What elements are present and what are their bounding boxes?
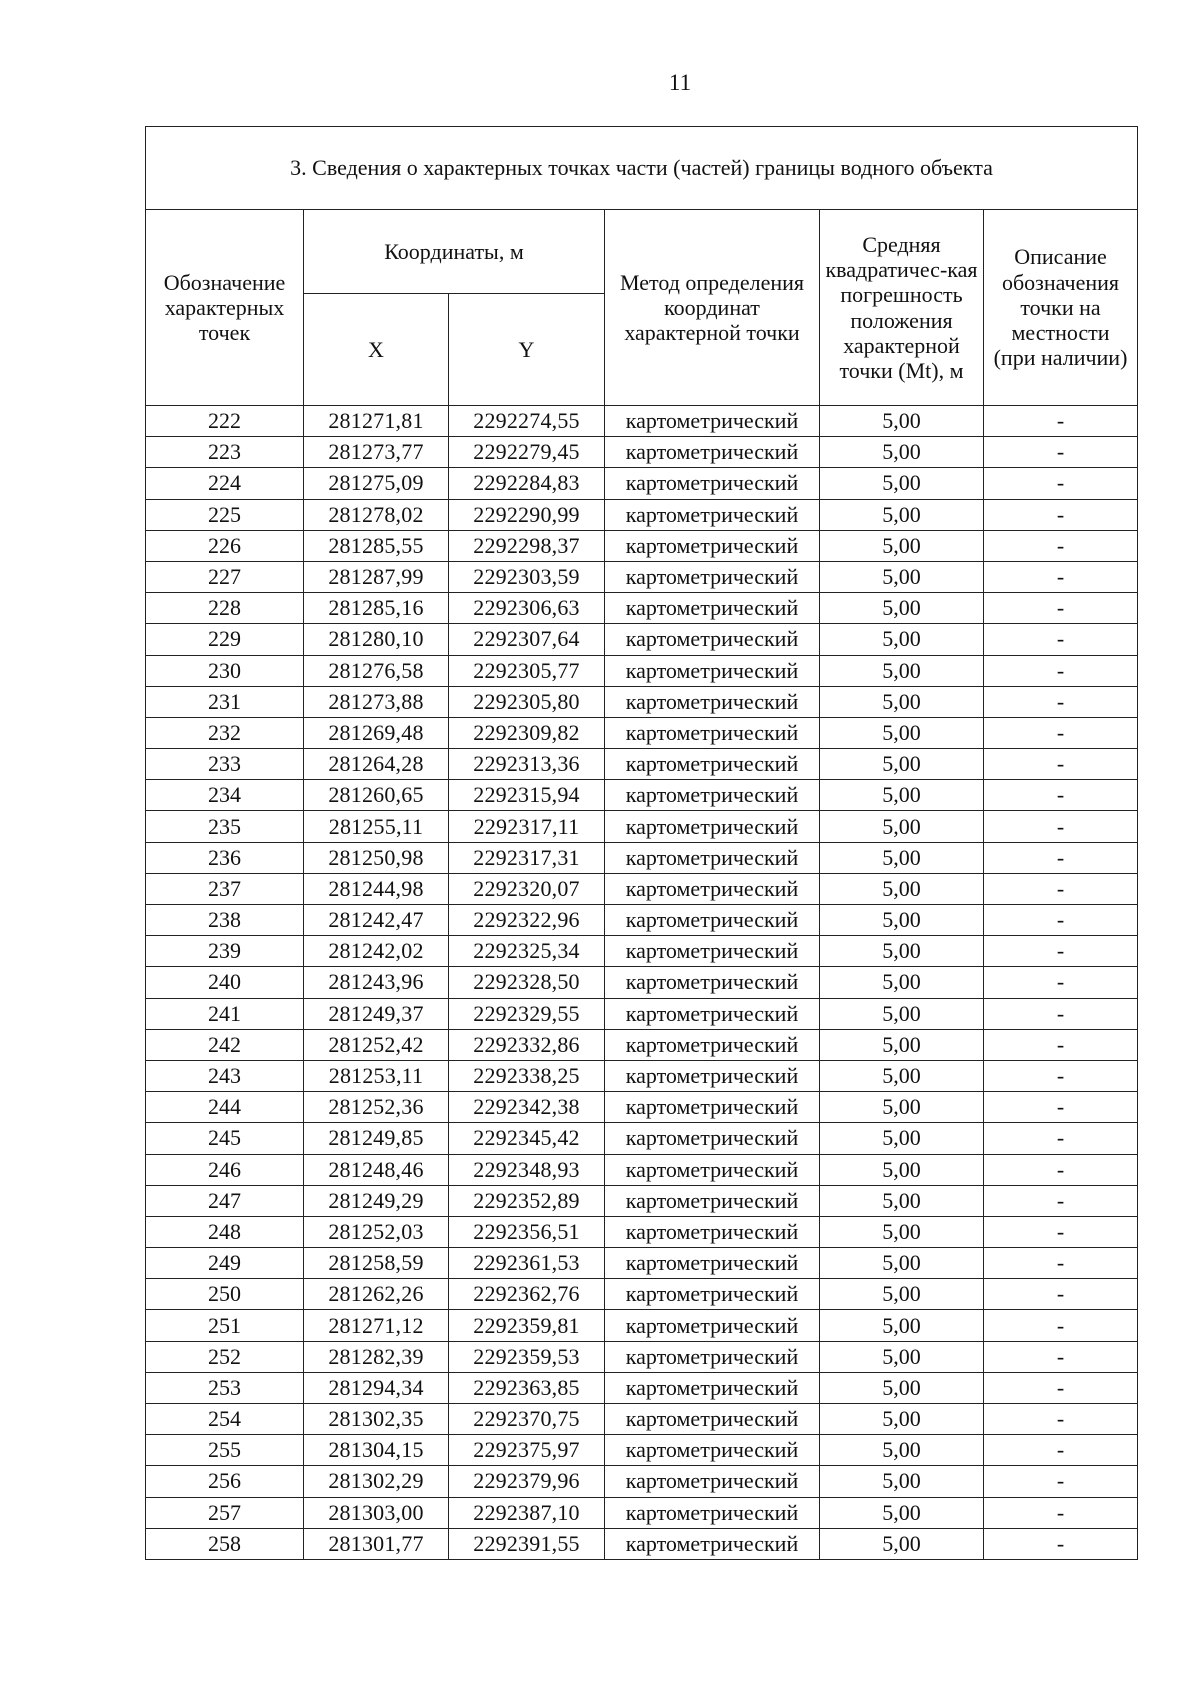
cell-error: 5,00 xyxy=(820,1435,984,1466)
cell-x: 281269,48 xyxy=(304,717,449,748)
table-row xyxy=(146,811,1138,842)
cell-description: - xyxy=(984,499,1138,530)
cell-description: - xyxy=(984,686,1138,717)
header-error-label: Средняя квадратичес-кая погрешность положения характерной точки (Mt), м xyxy=(825,231,978,384)
cell-x: 281302,35 xyxy=(304,1404,449,1435)
cell-method: картометрический xyxy=(605,1029,820,1060)
cell-error: 5,00 xyxy=(820,1092,984,1123)
cell-y: 2292290,99 xyxy=(449,499,605,530)
table-row xyxy=(146,655,1138,686)
cell-y: 2292359,53 xyxy=(449,1341,605,1372)
cell-y: 2292370,75 xyxy=(449,1404,605,1435)
cell-error: 5,00 xyxy=(820,780,984,811)
table-row xyxy=(146,717,1138,748)
cell-point: 231 xyxy=(146,686,304,717)
header-y: Y xyxy=(449,294,605,406)
cell-point: 253 xyxy=(146,1372,304,1403)
cell-description: - xyxy=(984,1435,1138,1466)
table-row xyxy=(146,967,1138,998)
cell-error: 5,00 xyxy=(820,1060,984,1091)
cell-y: 2292361,53 xyxy=(449,1248,605,1279)
cell-x: 281271,81 xyxy=(304,406,449,437)
cell-x: 281294,34 xyxy=(304,1372,449,1403)
header-error xyxy=(820,210,984,406)
cell-point: 236 xyxy=(146,842,304,873)
cell-y: 2292317,11 xyxy=(449,811,605,842)
table-row xyxy=(146,1029,1138,1060)
cell-error: 5,00 xyxy=(820,1185,984,1216)
cell-error: 5,00 xyxy=(820,811,984,842)
cell-point: 255 xyxy=(146,1435,304,1466)
cell-description: - xyxy=(984,1029,1138,1060)
cell-point: 256 xyxy=(146,1466,304,1497)
table-row xyxy=(146,1154,1138,1185)
cell-method: картометрический xyxy=(605,499,820,530)
cell-y: 2292309,82 xyxy=(449,717,605,748)
cell-y: 2292322,96 xyxy=(449,905,605,936)
cell-description: - xyxy=(984,717,1138,748)
cell-y: 2292356,51 xyxy=(449,1216,605,1247)
cell-point: 254 xyxy=(146,1404,304,1435)
table-row xyxy=(146,1060,1138,1091)
cell-method: картометрический xyxy=(605,1216,820,1247)
cell-description: - xyxy=(984,1528,1138,1559)
header-point-designation-label: Обозначение характерных точек xyxy=(163,269,286,346)
cell-x: 281252,03 xyxy=(304,1216,449,1247)
table-body xyxy=(146,406,1138,1560)
cell-y: 2292362,76 xyxy=(449,1279,605,1310)
cell-y: 2292315,94 xyxy=(449,780,605,811)
cell-y: 2292305,77 xyxy=(449,655,605,686)
cell-error: 5,00 xyxy=(820,1466,984,1497)
cell-y: 2292363,85 xyxy=(449,1372,605,1403)
header-description-label: Описание обозначения точки на местности (при наличии) xyxy=(993,244,1128,371)
cell-y: 2292313,36 xyxy=(449,749,605,780)
cell-description: - xyxy=(984,905,1138,936)
cell-method: картометрический xyxy=(605,1497,820,1528)
cell-description: - xyxy=(984,998,1138,1029)
cell-method: картометрический xyxy=(605,624,820,655)
cell-description: - xyxy=(984,437,1138,468)
cell-error: 5,00 xyxy=(820,1248,984,1279)
cell-error: 5,00 xyxy=(820,1310,984,1341)
cell-description: - xyxy=(984,1404,1138,1435)
cell-error: 5,00 xyxy=(820,437,984,468)
cell-description: - xyxy=(984,967,1138,998)
cell-point: 234 xyxy=(146,780,304,811)
cell-y: 2292307,64 xyxy=(449,624,605,655)
cell-point: 225 xyxy=(146,499,304,530)
cell-method: картометрический xyxy=(605,1528,820,1559)
cell-method: картометрический xyxy=(605,873,820,904)
cell-description: - xyxy=(984,1466,1138,1497)
cell-method: картометрический xyxy=(605,1248,820,1279)
cell-point: 258 xyxy=(146,1528,304,1559)
cell-y: 2292348,93 xyxy=(449,1154,605,1185)
table-row xyxy=(146,1185,1138,1216)
table-row xyxy=(146,1404,1138,1435)
cell-point: 252 xyxy=(146,1341,304,1372)
cell-description: - xyxy=(984,749,1138,780)
cell-point: 235 xyxy=(146,811,304,842)
cell-error: 5,00 xyxy=(820,905,984,936)
cell-y: 2292274,55 xyxy=(449,406,605,437)
cell-point: 245 xyxy=(146,1123,304,1154)
cell-y: 2292387,10 xyxy=(449,1497,605,1528)
table-row xyxy=(146,905,1138,936)
cell-point: 228 xyxy=(146,593,304,624)
cell-x: 281249,37 xyxy=(304,998,449,1029)
cell-x: 281304,15 xyxy=(304,1435,449,1466)
cell-method: картометрический xyxy=(605,406,820,437)
cell-error: 5,00 xyxy=(820,842,984,873)
cell-x: 281252,36 xyxy=(304,1092,449,1123)
cell-error: 5,00 xyxy=(820,749,984,780)
cell-y: 2292342,38 xyxy=(449,1092,605,1123)
table-row xyxy=(146,1092,1138,1123)
cell-x: 281285,55 xyxy=(304,530,449,561)
cell-method: картометрический xyxy=(605,468,820,499)
cell-description: - xyxy=(984,1372,1138,1403)
table-row xyxy=(146,1497,1138,1528)
cell-y: 2292391,55 xyxy=(449,1528,605,1559)
cell-method: картометрический xyxy=(605,1060,820,1091)
cell-description: - xyxy=(984,1216,1138,1247)
cell-point: 248 xyxy=(146,1216,304,1247)
cell-description: - xyxy=(984,1154,1138,1185)
table-row xyxy=(146,499,1138,530)
cell-x: 281249,85 xyxy=(304,1123,449,1154)
cell-method: картометрический xyxy=(605,1310,820,1341)
cell-method: картометрический xyxy=(605,905,820,936)
cell-description: - xyxy=(984,1497,1138,1528)
cell-description: - xyxy=(984,1092,1138,1123)
cell-y: 2292317,31 xyxy=(449,842,605,873)
cell-x: 281302,29 xyxy=(304,1466,449,1497)
cell-x: 281258,59 xyxy=(304,1248,449,1279)
cell-error: 5,00 xyxy=(820,499,984,530)
table-row xyxy=(146,873,1138,904)
cell-error: 5,00 xyxy=(820,406,984,437)
cell-description: - xyxy=(984,530,1138,561)
cell-x: 281244,98 xyxy=(304,873,449,904)
cell-method: картометрический xyxy=(605,749,820,780)
table-row xyxy=(146,1310,1138,1341)
cell-method: картометрический xyxy=(605,1279,820,1310)
cell-x: 281250,98 xyxy=(304,842,449,873)
cell-error: 5,00 xyxy=(820,1497,984,1528)
cell-x: 281282,39 xyxy=(304,1341,449,1372)
cell-error: 5,00 xyxy=(820,873,984,904)
cell-error: 5,00 xyxy=(820,1528,984,1559)
cell-x: 281248,46 xyxy=(304,1154,449,1185)
cell-method: картометрический xyxy=(605,998,820,1029)
cell-description: - xyxy=(984,780,1138,811)
cell-description: - xyxy=(984,1279,1138,1310)
cell-method: картометрический xyxy=(605,1123,820,1154)
header-x: X xyxy=(304,294,449,406)
cell-description: - xyxy=(984,1060,1138,1091)
cell-point: 243 xyxy=(146,1060,304,1091)
cell-point: 223 xyxy=(146,437,304,468)
cell-y: 2292284,83 xyxy=(449,468,605,499)
cell-description: - xyxy=(984,936,1138,967)
cell-error: 5,00 xyxy=(820,1154,984,1185)
cell-point: 247 xyxy=(146,1185,304,1216)
cell-x: 281253,11 xyxy=(304,1060,449,1091)
table-row xyxy=(146,1279,1138,1310)
cell-description: - xyxy=(984,1248,1138,1279)
cell-point: 242 xyxy=(146,1029,304,1060)
cell-x: 281280,10 xyxy=(304,624,449,655)
header-description xyxy=(984,210,1138,406)
cell-method: картометрический xyxy=(605,1092,820,1123)
cell-y: 2292345,42 xyxy=(449,1123,605,1154)
cell-method: картометрический xyxy=(605,780,820,811)
cell-point: 241 xyxy=(146,998,304,1029)
table-row xyxy=(146,936,1138,967)
cell-x: 281287,99 xyxy=(304,561,449,592)
cell-y: 2292320,07 xyxy=(449,873,605,904)
cell-point: 250 xyxy=(146,1279,304,1310)
cell-error: 5,00 xyxy=(820,530,984,561)
cell-error: 5,00 xyxy=(820,624,984,655)
cell-x: 281242,02 xyxy=(304,936,449,967)
table-row xyxy=(146,437,1138,468)
header-coordinates xyxy=(304,210,605,294)
cell-point: 249 xyxy=(146,1248,304,1279)
table-row xyxy=(146,1123,1138,1154)
cell-error: 5,00 xyxy=(820,998,984,1029)
cell-method: картометрический xyxy=(605,1154,820,1185)
cell-method: картометрический xyxy=(605,530,820,561)
cell-point: 246 xyxy=(146,1154,304,1185)
cell-point: 233 xyxy=(146,749,304,780)
cell-method: картометрический xyxy=(605,437,820,468)
cell-x: 281303,00 xyxy=(304,1497,449,1528)
page-number: 11 xyxy=(668,70,692,95)
table-row xyxy=(146,624,1138,655)
cell-error: 5,00 xyxy=(820,593,984,624)
cell-error: 5,00 xyxy=(820,967,984,998)
cell-description: - xyxy=(984,1310,1138,1341)
table-row xyxy=(146,468,1138,499)
cell-error: 5,00 xyxy=(820,717,984,748)
cell-point: 240 xyxy=(146,967,304,998)
cell-description: - xyxy=(984,624,1138,655)
cell-description: - xyxy=(984,1185,1138,1216)
table-row xyxy=(146,1248,1138,1279)
cell-method: картометрический xyxy=(605,811,820,842)
cell-x: 281260,65 xyxy=(304,780,449,811)
cell-point: 226 xyxy=(146,530,304,561)
cell-description: - xyxy=(984,873,1138,904)
cell-error: 5,00 xyxy=(820,468,984,499)
cell-y: 2292328,50 xyxy=(449,967,605,998)
table-row xyxy=(146,998,1138,1029)
cell-description: - xyxy=(984,811,1138,842)
cell-method: картометрический xyxy=(605,1435,820,1466)
cell-error: 5,00 xyxy=(820,1279,984,1310)
table-row xyxy=(146,1435,1138,1466)
cell-error: 5,00 xyxy=(820,1216,984,1247)
cell-x: 281252,42 xyxy=(304,1029,449,1060)
table-row xyxy=(146,842,1138,873)
cell-x: 281262,26 xyxy=(304,1279,449,1310)
cell-description: - xyxy=(984,561,1138,592)
table-row xyxy=(146,1341,1138,1372)
cell-y: 2292298,37 xyxy=(449,530,605,561)
cell-point: 238 xyxy=(146,905,304,936)
cell-y: 2292352,89 xyxy=(449,1185,605,1216)
cell-method: картометрический xyxy=(605,1404,820,1435)
cell-point: 239 xyxy=(146,936,304,967)
cell-x: 281278,02 xyxy=(304,499,449,530)
cell-y: 2292306,63 xyxy=(449,593,605,624)
cell-method: картометрический xyxy=(605,1341,820,1372)
cell-y: 2292279,45 xyxy=(449,437,605,468)
cell-error: 5,00 xyxy=(820,655,984,686)
cell-point: 244 xyxy=(146,1092,304,1123)
cell-y: 2292329,55 xyxy=(449,998,605,1029)
cell-method: картометрический xyxy=(605,1185,820,1216)
cell-description: - xyxy=(984,655,1138,686)
table-row xyxy=(146,1528,1138,1559)
cell-method: картометрический xyxy=(605,1372,820,1403)
cell-y: 2292325,34 xyxy=(449,936,605,967)
cell-x: 281249,29 xyxy=(304,1185,449,1216)
cell-method: картометрический xyxy=(605,686,820,717)
cell-description: - xyxy=(984,468,1138,499)
cell-method: картометрический xyxy=(605,655,820,686)
cell-y: 2292305,80 xyxy=(449,686,605,717)
table-row xyxy=(146,780,1138,811)
cell-x: 281271,12 xyxy=(304,1310,449,1341)
cell-x: 281242,47 xyxy=(304,905,449,936)
cell-point: 237 xyxy=(146,873,304,904)
cell-method: картометрический xyxy=(605,967,820,998)
cell-point: 257 xyxy=(146,1497,304,1528)
table-row xyxy=(146,749,1138,780)
cell-x: 281264,28 xyxy=(304,749,449,780)
table-row xyxy=(146,686,1138,717)
header-point-designation xyxy=(146,210,304,406)
cell-method: картометрический xyxy=(605,717,820,748)
cell-point: 224 xyxy=(146,468,304,499)
cell-y: 2292375,97 xyxy=(449,1435,605,1466)
cell-x: 281275,09 xyxy=(304,468,449,499)
cell-x: 281273,77 xyxy=(304,437,449,468)
cell-error: 5,00 xyxy=(820,1372,984,1403)
cell-method: картометрический xyxy=(605,1466,820,1497)
cell-method: картометрический xyxy=(605,593,820,624)
cell-error: 5,00 xyxy=(820,1341,984,1372)
table-row xyxy=(146,1216,1138,1247)
cell-y: 2292379,96 xyxy=(449,1466,605,1497)
cell-y: 2292359,81 xyxy=(449,1310,605,1341)
cell-method: картометрический xyxy=(605,561,820,592)
cell-method: картометрический xyxy=(605,842,820,873)
cell-description: - xyxy=(984,1123,1138,1154)
cell-error: 5,00 xyxy=(820,936,984,967)
boundary-points-table xyxy=(145,126,1138,1560)
table-row xyxy=(146,1466,1138,1497)
cell-error: 5,00 xyxy=(820,686,984,717)
cell-x: 281301,77 xyxy=(304,1528,449,1559)
header-method xyxy=(605,210,820,406)
cell-description: - xyxy=(984,593,1138,624)
table-title: 3. Сведения о характерных точках части (частей) границы водного объекта xyxy=(146,127,1138,210)
table-row xyxy=(146,561,1138,592)
cell-method: картометрический xyxy=(605,936,820,967)
cell-y: 2292303,59 xyxy=(449,561,605,592)
cell-x: 281285,16 xyxy=(304,593,449,624)
cell-point: 229 xyxy=(146,624,304,655)
header-method-label: Метод определения координат характерной точки xyxy=(619,269,805,346)
cell-y: 2292338,25 xyxy=(449,1060,605,1091)
cell-description: - xyxy=(984,842,1138,873)
cell-description: - xyxy=(984,406,1138,437)
table-row xyxy=(146,1372,1138,1403)
cell-point: 251 xyxy=(146,1310,304,1341)
cell-x: 281273,88 xyxy=(304,686,449,717)
table-row xyxy=(146,530,1138,561)
table-row xyxy=(146,593,1138,624)
cell-x: 281255,11 xyxy=(304,811,449,842)
cell-error: 5,00 xyxy=(820,1404,984,1435)
cell-x: 281243,96 xyxy=(304,967,449,998)
cell-point: 232 xyxy=(146,717,304,748)
cell-x: 281276,58 xyxy=(304,655,449,686)
cell-point: 222 xyxy=(146,406,304,437)
cell-point: 227 xyxy=(146,561,304,592)
cell-description: - xyxy=(984,1341,1138,1372)
cell-point: 230 xyxy=(146,655,304,686)
cell-error: 5,00 xyxy=(820,1123,984,1154)
cell-error: 5,00 xyxy=(820,1029,984,1060)
header-coordinates-label: Координаты, м xyxy=(384,238,524,264)
table-row xyxy=(146,406,1138,437)
cell-error: 5,00 xyxy=(820,561,984,592)
cell-y: 2292332,86 xyxy=(449,1029,605,1060)
